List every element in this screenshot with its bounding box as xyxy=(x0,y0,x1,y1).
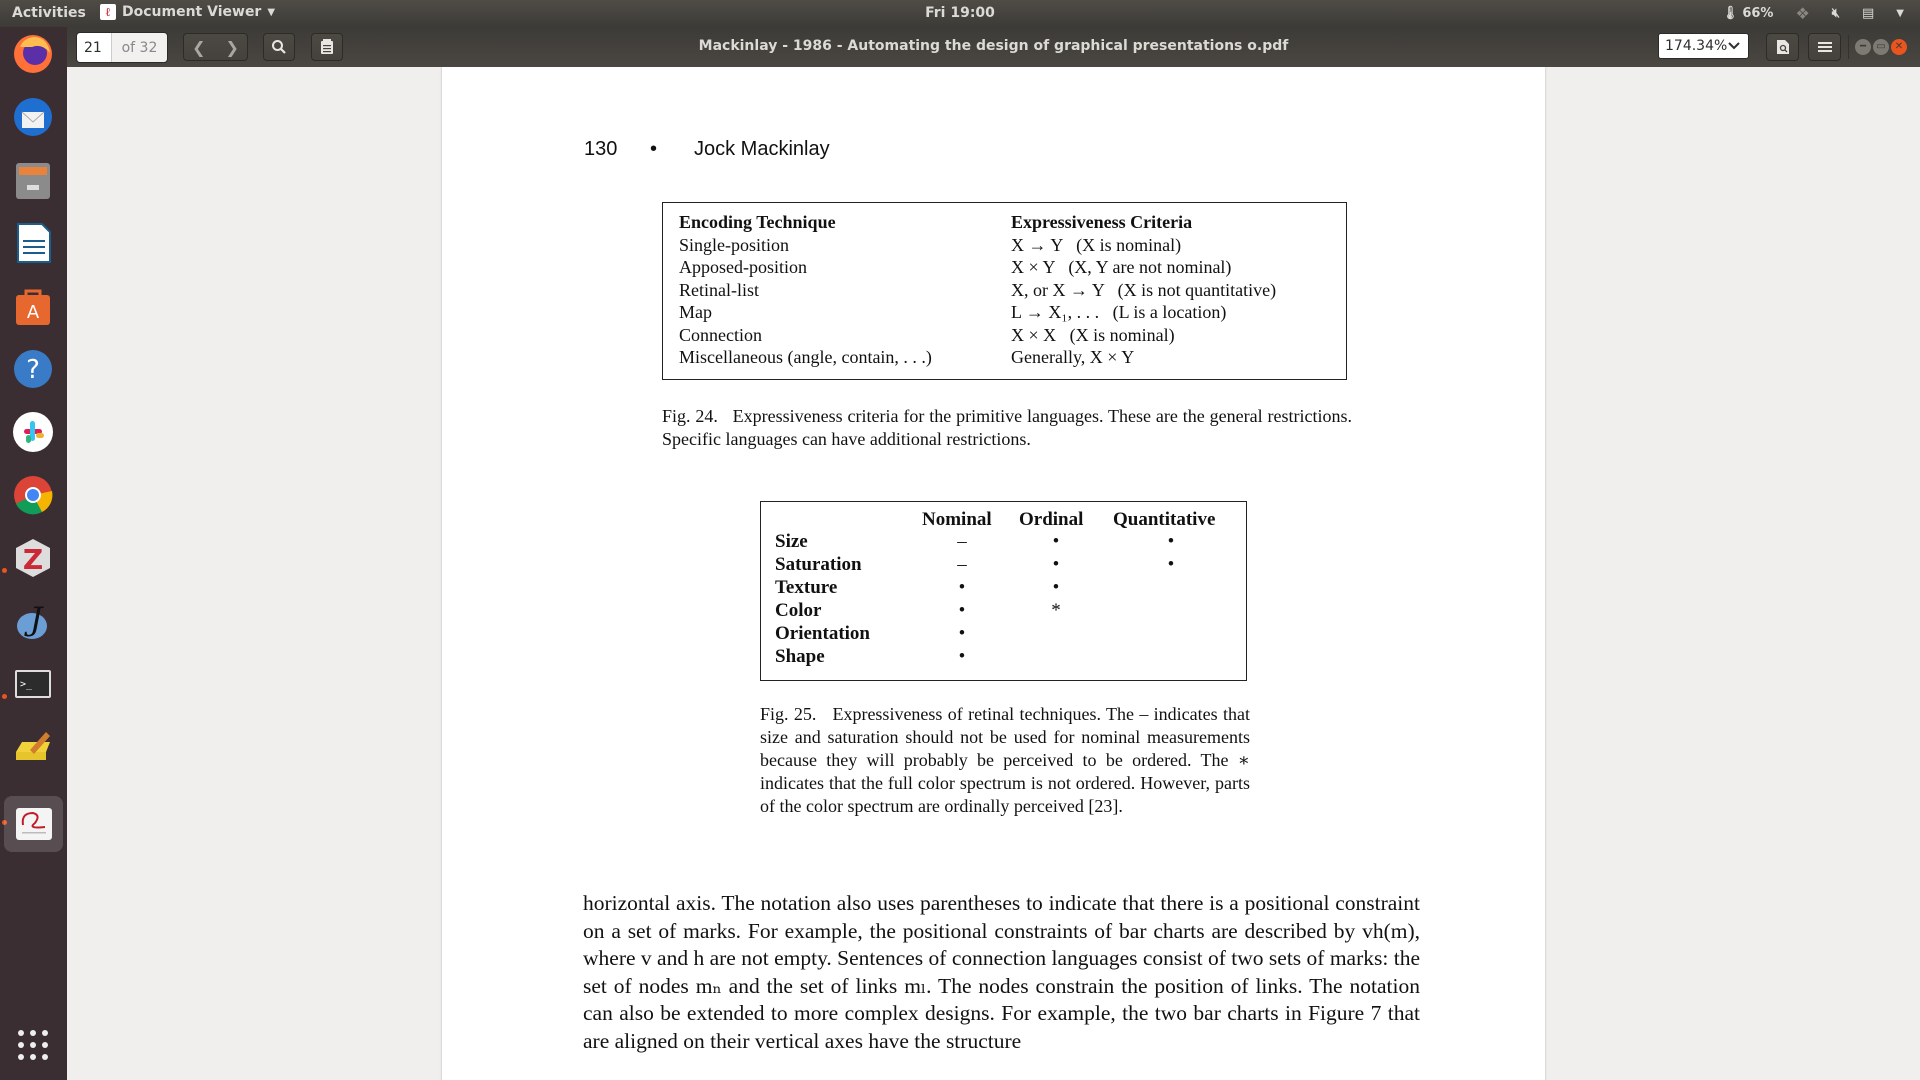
page-number: 130 xyxy=(584,138,618,160)
svg-text:A: A xyxy=(26,302,40,323)
thermometer-icon: 🌡︎ xyxy=(1721,6,1739,21)
table-cell: * xyxy=(1051,600,1061,621)
launcher-thunderbird[interactable] xyxy=(11,95,55,139)
caption-text: Expressiveness of retinal techniques. The – indicates that size and saturation should not be used for nominal measurements because they will probably be perceived to be ordered. The ∗ indicates that the full color spectrum is not ordered. However, parts of the color spectrum are ordinally perceived [23]. xyxy=(760,704,1250,816)
slack-icon xyxy=(12,411,54,453)
previous-page-button[interactable]: ❮ xyxy=(192,37,206,57)
jabref-icon xyxy=(12,600,54,642)
table-header: Encoding Technique xyxy=(679,212,836,232)
launcher-zotero[interactable] xyxy=(11,536,55,580)
launcher-document-viewer[interactable] xyxy=(4,796,63,852)
system-tray[interactable] xyxy=(1722,4,1904,23)
maximize-icon: ▭ xyxy=(1876,41,1886,52)
document-view[interactable] xyxy=(67,67,1920,1080)
search-icon xyxy=(271,39,287,55)
page-total: of 32 xyxy=(112,33,167,62)
table-cell: • xyxy=(1052,554,1060,575)
running-indicator xyxy=(2,568,7,573)
table-cell: Retinal-list xyxy=(679,279,759,300)
minimize-button[interactable] xyxy=(1855,39,1871,55)
maximize-button[interactable] xyxy=(1873,39,1889,55)
firefox-icon xyxy=(12,33,54,75)
table-cell: • xyxy=(958,646,966,667)
launcher-text-editor[interactable] xyxy=(11,725,55,769)
svg-text:J: J xyxy=(29,600,43,638)
clock[interactable]: Fri 19:00 xyxy=(925,5,995,21)
table-cell: • xyxy=(958,577,966,598)
table-cell: X → Y (X is nominal) xyxy=(1011,234,1182,255)
table-cell: X, or X → Y (X is not quantitative) xyxy=(1011,279,1277,300)
dock xyxy=(0,27,67,1080)
search-button[interactable] xyxy=(263,33,295,61)
chevron-down-icon xyxy=(1728,42,1740,50)
document-viewer-icon: ℓ xyxy=(100,4,116,20)
table-cell: – xyxy=(957,531,967,552)
table-header: Expressiveness Criteria xyxy=(1011,212,1193,232)
launcher-terminal[interactable] xyxy=(11,662,55,706)
separator xyxy=(1848,35,1849,59)
column-header: Nominal xyxy=(922,509,992,530)
row-label: Color xyxy=(775,600,822,621)
figure-25-table xyxy=(760,501,1247,681)
row-label: Orientation xyxy=(775,623,870,644)
table-cell: • xyxy=(1167,531,1175,552)
annotations-button[interactable] xyxy=(1766,33,1799,61)
running-head xyxy=(584,138,830,161)
launcher-jabref[interactable] xyxy=(11,599,55,643)
menu-button[interactable] xyxy=(1808,33,1841,61)
svg-text:?: ? xyxy=(26,355,40,385)
table-cell: • xyxy=(958,623,966,644)
top-bar xyxy=(0,0,1920,27)
battery-icon[interactable]: ▤ xyxy=(1862,6,1875,21)
pdf-page xyxy=(442,67,1545,1080)
table-cell: – xyxy=(957,554,967,575)
bullet: • xyxy=(650,138,658,160)
document-search-icon xyxy=(1776,39,1790,55)
launcher-libreoffice-writer[interactable] xyxy=(11,221,55,265)
table-cell: X × X (X is nominal) xyxy=(1011,324,1175,345)
row-label: Shape xyxy=(775,646,825,667)
caption-label: Fig. 25. xyxy=(760,704,817,724)
body-text: horizontal axis. The notation also uses parentheses to indicate that there is a positional constraint on a set of marks. For example, the positional constraints of bar charts are described by vh(m), where v and h are not empty. Sentences of connection languages consist of two sets of marks: the set of nodes mₙ and the set of links mₗ. The nodes constrain the position of links. The notation can also be extended to more complex designs. For example, the two bar charts in Figure 7 that are aligned on their vertical axes have the structure xyxy=(583,891,1420,1053)
app-name: Document Viewer xyxy=(122,4,262,20)
figure-25-caption xyxy=(760,703,1250,818)
launcher-help[interactable] xyxy=(11,347,55,391)
temperature-indicator[interactable] xyxy=(1722,6,1774,21)
table-cell: L → X₁, . . . (L is a location) xyxy=(1011,302,1227,322)
volume-muted-icon[interactable]: 🔇︎ xyxy=(1831,6,1840,21)
table-cell: • xyxy=(1167,554,1175,575)
table-cell: Apposed-position xyxy=(679,257,807,277)
thunderbird-icon xyxy=(12,96,54,138)
minimize-icon: ━ xyxy=(1859,41,1867,52)
notepad-icon xyxy=(320,39,334,55)
table-cell: Map xyxy=(679,302,712,322)
launcher-files[interactable] xyxy=(11,158,55,202)
show-applications-button[interactable] xyxy=(18,1030,48,1060)
zotero-icon xyxy=(12,537,54,579)
author: Jock Mackinlay xyxy=(694,138,830,160)
table-cell: • xyxy=(1052,577,1060,598)
help-icon xyxy=(12,348,54,390)
terminal-icon xyxy=(12,663,54,705)
row-label: Size xyxy=(775,531,808,552)
close-icon: ✕ xyxy=(1894,41,1904,52)
close-button[interactable] xyxy=(1891,39,1907,55)
launcher-ubuntu-software[interactable] xyxy=(11,284,55,328)
row-label: Saturation xyxy=(775,554,862,575)
dropbox-icon[interactable]: ❖ xyxy=(1795,4,1810,23)
launcher-slack[interactable] xyxy=(11,410,55,454)
hamburger-menu-icon xyxy=(1818,41,1832,53)
document-title: Mackinlay - 1986 - Automating the design of graphical presentations o.pdf xyxy=(698,38,1289,54)
software-bag-icon xyxy=(12,285,54,327)
activities-button[interactable]: Activities xyxy=(12,5,86,21)
chevron-down-icon: ▼ xyxy=(267,6,276,18)
caption-text: Expressiveness criteria for the primitive languages. These are the general restrictions. Specific languages can have additional restrictions. xyxy=(662,406,1353,449)
launcher-chrome[interactable] xyxy=(11,473,55,517)
table-cell: Miscellaneous (angle, contain, . . .) xyxy=(679,347,932,367)
table-cell: • xyxy=(958,600,966,621)
file-cabinet-icon xyxy=(12,159,54,201)
page-number-input[interactable]: 21 xyxy=(77,33,112,62)
page-selector[interactable] xyxy=(76,32,168,63)
figure-24-caption xyxy=(662,405,1352,451)
temperature-value: 66% xyxy=(1742,6,1774,21)
table-cell: Connection xyxy=(679,324,762,345)
page-navigation xyxy=(183,33,248,61)
caption-label: Fig. 24. xyxy=(662,406,718,426)
zoom-dropdown[interactable] xyxy=(1658,33,1749,59)
sidebar-toggle-button[interactable] xyxy=(311,33,343,61)
zoom-level: 174.34% xyxy=(1665,38,1728,54)
body-paragraph xyxy=(583,890,1420,1055)
header-bar xyxy=(67,27,1920,68)
chrome-icon xyxy=(12,474,54,516)
table-cell: • xyxy=(1052,531,1060,552)
column-header: Quantitative xyxy=(1113,509,1216,530)
running-indicator xyxy=(2,694,7,699)
table-cell: X × Y (X, Y are not nominal) xyxy=(1011,257,1232,277)
document-viewer-icon xyxy=(13,803,55,845)
svg-text:>_: >_ xyxy=(20,679,33,690)
table-cell: Generally, X × Y xyxy=(1011,347,1135,367)
table-cell: Single-position xyxy=(679,234,790,255)
launcher-firefox[interactable] xyxy=(11,32,55,76)
row-label: Texture xyxy=(775,577,838,598)
text-editor-icon xyxy=(12,726,54,768)
figure-24-table xyxy=(662,202,1347,380)
svg-text:Z: Z xyxy=(22,543,44,576)
chevron-down-icon[interactable]: ▼ xyxy=(1896,8,1904,19)
writer-icon xyxy=(12,222,54,264)
column-header: Ordinal xyxy=(1019,509,1084,530)
next-page-button[interactable]: ❯ xyxy=(225,37,239,57)
app-menu[interactable] xyxy=(100,4,275,20)
